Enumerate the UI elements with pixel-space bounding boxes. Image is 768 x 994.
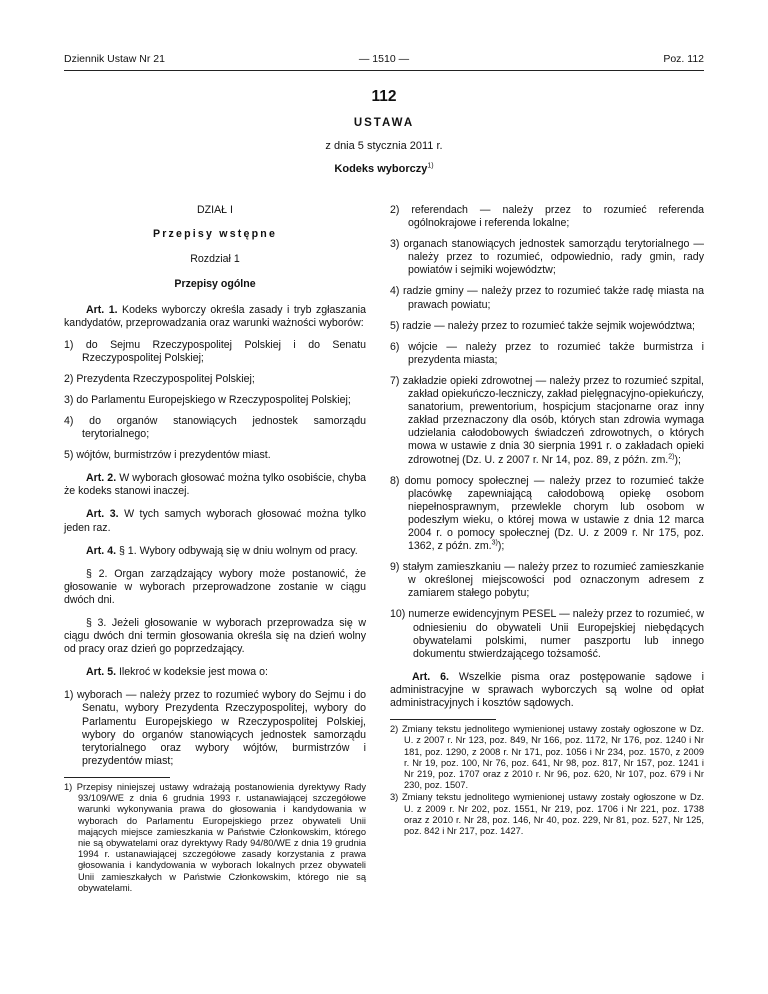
header-rule (64, 70, 704, 71)
document-title-text: Kodeks wyborczy (334, 163, 428, 175)
art5-item-3: 3) organach stanowiących jednostek samorządu terytorialnego — należy przez to rozumieć, odpowiednio, rady gmin, rady powiatów i sejmiki województw; (390, 238, 704, 277)
footnote-3 (390, 792, 704, 837)
art5-item-4: 4) radzie gminy — należy przez to rozumieć także radę miasta na prawach powiatu; (390, 285, 704, 311)
art5-item-9: 9) stałym zamieszkaniu — należy przez to rozumieć zamieszkanie w określonej miejscowości pod oznaczonym adresem z zamiarem stałego pobytu; (390, 561, 704, 600)
position-number: Poz. 112 (663, 53, 704, 65)
article-6-label: Art. 6. (412, 670, 449, 683)
article-6 (390, 671, 704, 710)
article-6-text: Wszelkie pisma oraz postępowanie sądowe i administracyjne w sprawach wyborczych są wolne od opłat administracyjnych i kosztów sądowych. (390, 670, 704, 709)
division-heading: DZIAŁ I (197, 204, 233, 216)
article-3-text: W tych samych wyborach głosować można tylko jeden raz. (64, 508, 366, 534)
footnote-3-text: Zmiany tekstu jednolitego wymienionej ustawy zostały ogłoszone w Dz. U. z 2009 r. Nr 202, poz. 1551, Nr 219, poz. 1706 i Nr 221, poz. 1738 oraz z 2010 r. Nr 28, poz. 146, Nr 40, poz. 229, Nr 81, poz. 527, Nr 125, poz. 842 i Nr 217, poz. 1427. (402, 792, 704, 836)
document-title (0, 163, 768, 175)
chapter-title: Przepisy ogólne (174, 278, 256, 291)
chapter-heading: Rozdział 1 (190, 253, 240, 266)
art5-item-8-text: 8) domu pomocy społecznej — należy przez to rozumieć także placówkę zapewniającą całodobową opiekę osobom niepełnosprawnym, przewlekle chorym lub osobom w podeszłym wieku, o której mowa w ustawie z dnia 12 marca 2004 r. o pomocy społecznej (Dz. U. z 2009 r. Nr 175, poz. 1362, z późn. zm. (390, 474, 704, 553)
article-1 (64, 304, 366, 330)
art5-item-8 (390, 475, 704, 554)
article-5-text: Ilekroć w kodeksie jest mowa o: (116, 666, 268, 679)
footnote-1 (64, 782, 366, 894)
division-title: Przepisy wstępne (152, 228, 278, 241)
document-number: 112 (371, 88, 397, 105)
page-number: — 1510 — (358, 53, 410, 65)
footnote-1-text: Przepisy niniejszej ustawy wdrażają postanowienia dyrektywy Rady 93/109/WE z dnia 6 grudnia 1993 r. ustanawiającej szczegółowe warunki wykonywania prawa do głosowania i kandydowania w wyborach do Parlamentu Europejskiego przez obywateli Unii mających miejsce zamieszkania w Państwie Członkowskim, którego nie są obywatelami oraz dyrektywy Rady 94/80/WE z dnia 19 grudnia 1994 r. ustanawiającej szczegółowe zasady korzystania z prawa głosowania i kandydowania w wyborach lokalnych przez obywateli Unii zamieszkałych w Państwie Członkowskim, którego nie są obywatelami. (76, 781, 366, 893)
art1-item-1: 1) do Sejmu Rzeczypospolitej Polskiej i do Senatu Rzeczypospolitej Polskiej; (64, 338, 366, 364)
art5-item-7-text: 7) zakładzie opieki zdrowotnej — należy przez to rozumieć szpital, zakład opiekuńczo-leczniczy, zakład pielęgnacyjno-opiekuńczy, sanatorium, prewentorium, hospicjum stacjonarne oraz inny zakład przeznaczony dla osób, których stan zdrowia wymaga udzielania całodobowych świadczeń zdrowotnych, o których mowa w ustawie z dnia 30 sierpnia 1991 r. o zakładach opieki zdrowotnej (Dz. U. z 2007 r. Nr 14, poz. 89, z późn. zm. (390, 374, 704, 466)
article-4-para-3: § 3. Jeżeli głosowanie w wyborach przeprowadza się w ciągu dwóch dni termin głosowania określa się na dzień wolny od pracy oraz dzień go poprzedzający. (64, 616, 366, 656)
article-2 (64, 472, 366, 498)
right-column (390, 200, 704, 837)
article-5-label: Art. 5. (86, 666, 117, 679)
art5-item-10: 10) numerze ewidencyjnym PESEL — należy przez to rozumieć, w odniesieniu do obywateli Unii Europejskiej niebędących obywatelami polskimi, numer paszportu lub innego dokumentu stwierdzającego tożsamość. (390, 608, 704, 660)
article-4 (64, 545, 366, 558)
art5-item-5: 5) radzie — należy przez to rozumieć także sejmik województwa; (390, 319, 695, 332)
footnote-2-mark: 2) (390, 724, 399, 735)
art5-item-6: 6) wójcie — należy przez to rozumieć także burmistrza i prezydenta miasta; (390, 340, 704, 366)
journal-name: Dziennik Ustaw Nr 21 (64, 53, 165, 65)
art1-item-4: 4) do organów stanowiących jednostek samorządu terytorialnego; (64, 414, 366, 441)
art5-item-7 (390, 375, 704, 467)
footnote-rule-right (390, 719, 496, 720)
article-2-label: Art. 2. (86, 472, 117, 485)
footnote-rule (64, 777, 170, 778)
footnote-3-mark: 3) (390, 792, 399, 803)
art1-item-3: 3) do Parlamentu Europejskiego w Rzeczypospolitej Polskiej; (64, 393, 351, 406)
document-date: z dnia 5 stycznia 2011 r. (325, 140, 443, 152)
art5-item-7-end: ); (674, 453, 681, 466)
art1-item-5: 5) wójtów, burmistrzów i prezydentów miast. (64, 449, 271, 462)
article-4-text: § 1. Wybory odbywają się w dniu wolnym od pracy. (116, 544, 358, 557)
article-4-para-2: § 2. Organ zarządzający wybory może postanowić, że głosowanie w wyborach przeprowadzone zostanie w ciągu dwóch dni. (64, 567, 366, 606)
article-3 (64, 508, 366, 534)
art5-item-2: 2) referendach — należy przez to rozumieć referenda ogólnokrajowe i referenda lokalne; (390, 204, 704, 230)
article-5 (64, 666, 366, 679)
footnote-1-mark: 1) (64, 781, 73, 792)
art5-item-8-end: ); (497, 540, 505, 553)
article-4-label: Art. 4. (86, 544, 117, 557)
article-3-label: Art. 3. (86, 508, 119, 521)
article-2-text: W wyborach głosować można tylko osobiście, chyba że kodeks stanowi inaczej. (64, 472, 366, 498)
article-1-label: Art. 1. (86, 304, 118, 317)
footnote-ref-3: 3) (491, 539, 498, 547)
footnote-ref-1: 1) (427, 162, 434, 170)
footnote-2 (390, 724, 704, 791)
art1-item-2: 2) Prezydenta Rzeczypospolitej Polskiej; (64, 372, 255, 385)
left-column (64, 200, 366, 894)
document-type: USTAWA (353, 117, 415, 129)
footnote-2-text: Zmiany tekstu jednolitego wymienionej ustawy zostały ogłoszone w Dz. U. z 2007 r. Nr 123, poz. 849, Nr 166, poz. 1172, Nr 176, poz. 1240 i Nr 181, poz. 1290, z 2008 r. Nr 171, poz. 1056 i Nr 234, poz. 1570, z 2009 r. Nr 19, poz. 100, Nr 76, poz. 641, Nr 98, poz. 817, Nr 157, poz. 1241 i Nr 219, poz. 1707 oraz z 2010 r. Nr 96, poz. 620, Nr 107, poz. 679 i Nr 230, poz. 1507. (402, 724, 704, 791)
article-1-text: Kodeks wyborczy określa zasady i tryb zgłaszania kandydatów, przeprowadzania oraz warunki ważności wyborów: (64, 304, 367, 330)
art5-item-1: 1) wyborach — należy przez to rozumieć wybory do Sejmu i do Senatu, wybory Prezydenta Rzeczypospolitej, wybory do Parlamentu Europejskiego w Rzeczypospolitej Polskiej, wybory do organów stanowiących jednostek samorządu terytorialnego oraz wybory wójtów, burmistrzów i prezydentów miast; (64, 689, 366, 767)
footnote-ref-2: 2) (668, 452, 675, 460)
